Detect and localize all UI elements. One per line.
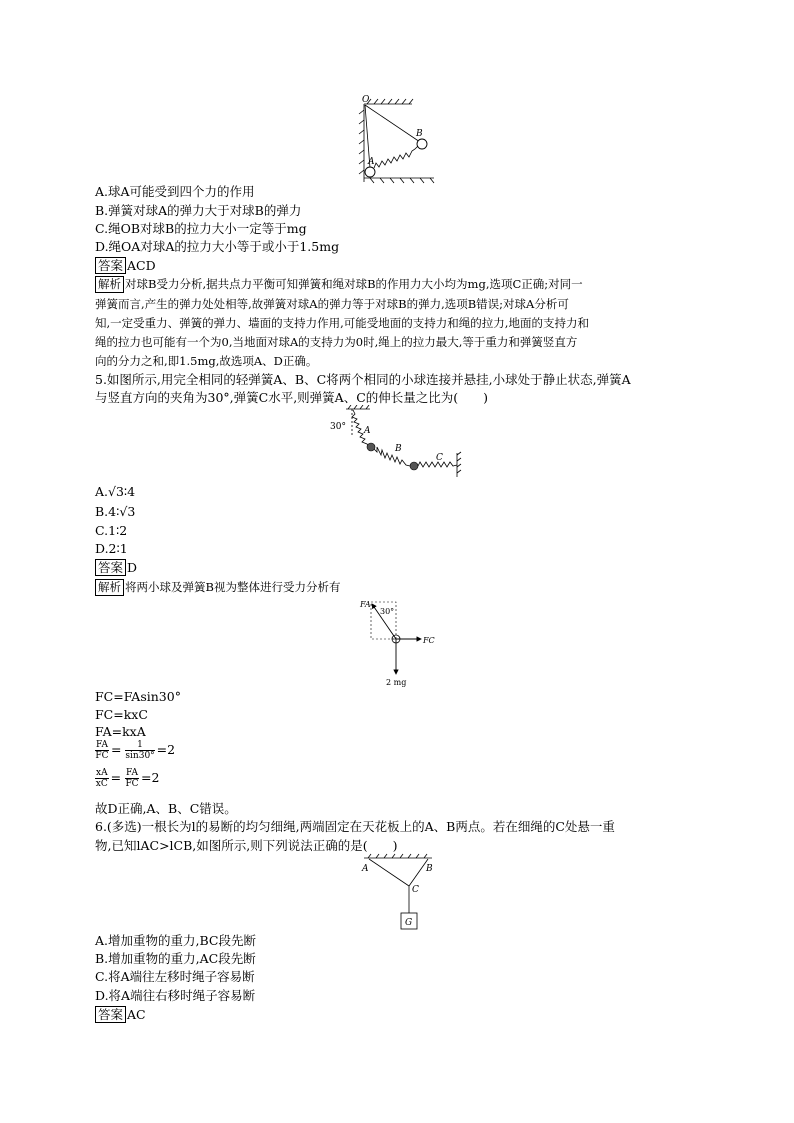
- q4-option-a: A.球A可能受到四个力的作用: [95, 184, 255, 199]
- q5-label-fc: FC: [423, 636, 435, 645]
- q4-rope-ob: [365, 105, 420, 142]
- q5-label-c: C: [436, 453, 443, 463]
- q5-eq-4: $\frac{FA}{FC}$ = $\frac{1}{\sin 30^\circ}$ =2: [95, 740, 176, 761]
- q6-label-c: C: [412, 885, 419, 895]
- q5-eq-2: FC=kxC: [95, 707, 148, 722]
- q6-option-d: D.将A端往右移时绳子容易断: [95, 988, 256, 1003]
- q5-stem-line-2: 与竖直方向的夹角为30°,弹簧C水平,则弹簧A、C的伸长量之比为( ): [95, 390, 489, 405]
- q5-eq-3: FA=kxA: [95, 724, 146, 739]
- q4-ball-a: [365, 167, 375, 177]
- q4-option-b: B.弹簧对球A的弹力大于对球B的弹力: [95, 203, 302, 218]
- q5-force-diagram: [355, 596, 445, 688]
- q5-conclusion: 故D正确,A、B、C错误。: [95, 801, 237, 816]
- q6-option-b: B.增加重物的重力,AC段先断: [95, 951, 256, 966]
- q4-label-a: A: [368, 157, 375, 167]
- q4-analysis-line-2: 弹簧而言,产生的弹力处处相等,故弹簧对球A的弹力等于对球B的弹力,选项B错误;对球A分析可: [95, 297, 569, 311]
- q4-analysis-line-1: 解析 对球B受力分析,据共点力平衡可知弹簧和绳对球B的作用力大小均为mg,选项C正确;对同一: [95, 275, 583, 293]
- q4-option-c: C.绳OB对球B的拉力大小一定等于mg: [95, 221, 307, 236]
- q6-label-g: G: [405, 918, 413, 928]
- q6-stem-line-2: 物,已知lAC>lCB,如图所示,则下列说法正确的是( ): [95, 838, 398, 853]
- q5-label-angle: 30°: [330, 422, 346, 432]
- answer-value: D: [127, 560, 138, 575]
- q6-rope-figure: [360, 853, 440, 933]
- analysis-tag: 解析: [95, 579, 124, 596]
- q5-label-g: 2 mg: [386, 678, 407, 687]
- q5-stem-line-1: 5.如图所示,用完全相同的轻弹簧A、B、C将两个相同的小球连接并悬挂,小球处于静止状态,弹簧A: [95, 372, 631, 387]
- q6-stem-line-1: 6.(多选)一根长为l的易断的均匀细绳,两端固定在天花板上的A、B两点。若在细绳的C处悬一重: [95, 819, 615, 834]
- q4-label-o: O: [362, 95, 370, 105]
- q5-label-angle: 30°: [380, 607, 395, 616]
- answer-value: ACD: [127, 258, 156, 273]
- q5-spring-b: [374, 447, 410, 466]
- q5-label-b: B: [395, 444, 402, 454]
- q5-ball-2: [410, 462, 418, 470]
- q5-label-fa: FA: [360, 600, 371, 609]
- q4-analysis-line-5: 向的分力之和,即1.5mg,故选项A、D正确。: [95, 354, 318, 368]
- q5-option-c: C.1∶2: [95, 523, 128, 538]
- answer-tag: 答案: [95, 1006, 126, 1023]
- answer-tag: 答案: [95, 257, 126, 274]
- q4-analysis-line-4: 绳的拉力也可能有一个为0,当地面对球A的支持力为0时,绳上的拉力最大,等于重力和弹簧竖直方: [95, 335, 578, 349]
- q5-analysis: 解析 将两小球及弹簧B视为整体进行受力分析有: [95, 578, 340, 596]
- q6-answer: [95, 1006, 146, 1024]
- q6-option-c: C.将A端往左移时绳子容易断: [95, 969, 255, 984]
- q5-option-b: B.4∶√3: [95, 504, 136, 519]
- q4-label-b: B: [416, 129, 423, 139]
- q6-label-b: B: [426, 864, 433, 874]
- answer-tag: 答案: [95, 559, 126, 576]
- q5-label-a: A: [364, 426, 371, 436]
- q5-eq-1: FC=FAsin30°: [95, 689, 181, 704]
- analysis-tag: 解析: [95, 276, 124, 293]
- q5-spring-figure: [328, 405, 466, 483]
- q5-eq-5: $\frac{xA}{xC}$ = $\frac{FA}{FC}$ =2: [95, 768, 160, 789]
- q4-answer: [95, 257, 156, 275]
- q4-spring-figure: [352, 94, 442, 186]
- q5-answer: [95, 559, 137, 577]
- q6-rope-ac: [369, 859, 409, 886]
- answer-value: AC: [127, 1007, 146, 1022]
- q4-spring: [374, 146, 418, 168]
- q5-option-d: D.2∶1: [95, 541, 128, 556]
- q6-option-a: A.增加重物的重力,BC段先断: [95, 933, 256, 948]
- q5-option-a: A.√3∶4: [95, 484, 136, 499]
- q4-option-d: D.绳OA对球A的拉力大小等于或小于1.5mg: [95, 239, 340, 254]
- q5-ball-1: [367, 443, 375, 451]
- q4-analysis-line-3: 知,一定受重力、弹簧的弹力、墙面的支持力作用,可能受地面的支持力和绳的拉力,地面的支持力和: [95, 316, 589, 330]
- q4-ball-b: [417, 139, 427, 149]
- q6-label-a: A: [362, 864, 369, 874]
